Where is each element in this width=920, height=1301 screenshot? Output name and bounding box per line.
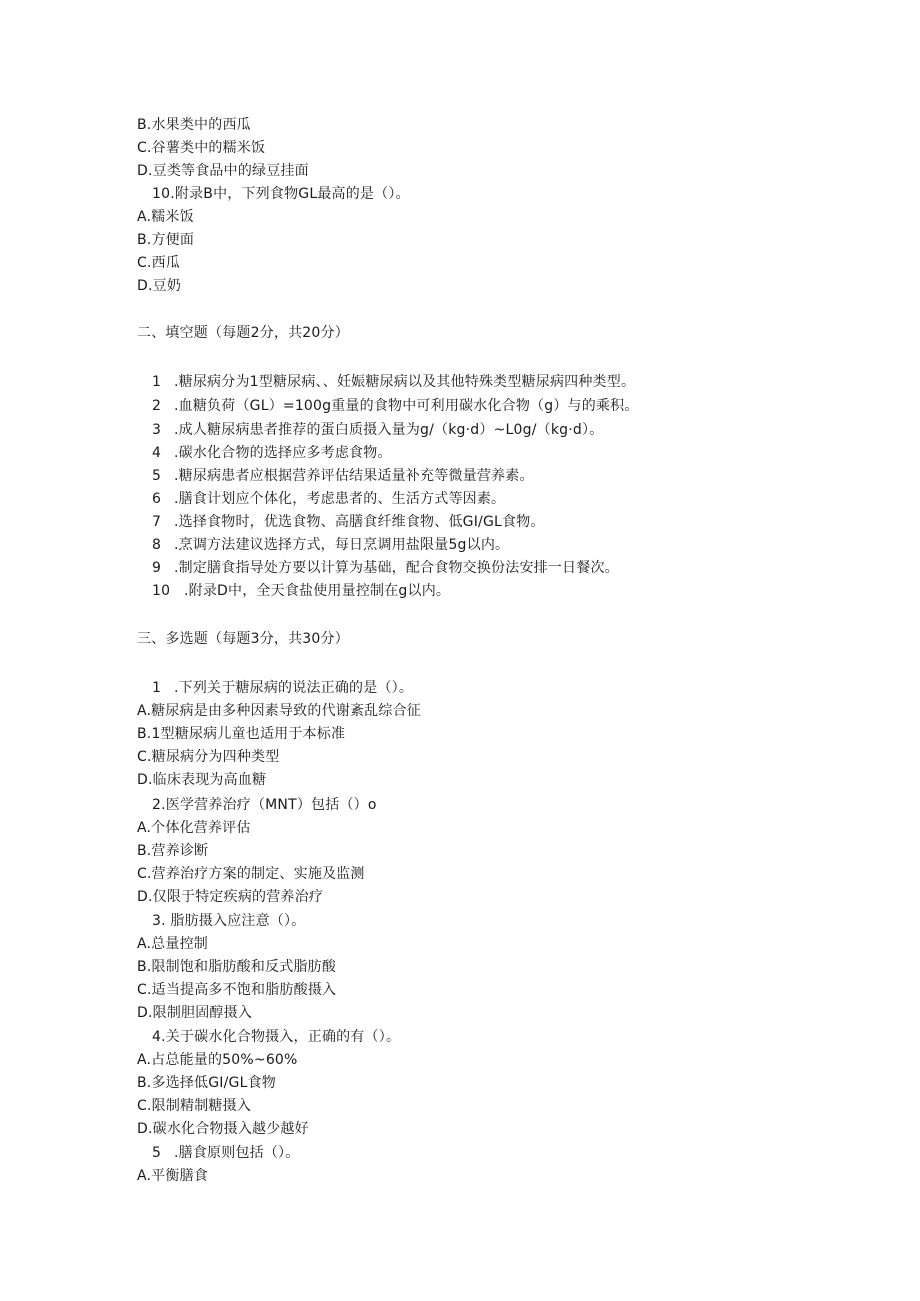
fill-item-number: 8 [152,537,162,553]
mc-q1-option-a: A.糖尿病是由多种因素导致的代谢紊乱综合征 [137,703,421,719]
mc-q2-stem: 2.医学营养治疗（MNT）包括（）o [152,797,377,813]
fill-item-10 [152,581,450,601]
fill-item-6 [152,489,505,509]
q9-option-c: C.谷薯类中的糯米饭 [137,140,266,156]
mc-q5-text: .膳食原则包括（）。 [174,1145,300,1161]
fill-item-1 [152,372,635,392]
q10-option-c: C.西瓜 [137,255,181,271]
mc-q4-option-c: C.限制精制糖摄入 [137,1098,252,1114]
fill-item-4 [152,443,392,463]
fill-item-8 [152,535,509,555]
fill-item-text: .糖尿病患者应根据营养评估结果适量补充等微量营养素。 [174,468,534,484]
q10-stem: 10.附录B中，下列食物GL最高的是（）。 [152,186,410,202]
fill-item-number: 10 [152,583,171,599]
fill-item-text: .碳水化合物的选择应多考虑食物。 [174,445,392,461]
fill-item-text: .成人糖尿病患者推荐的蛋白质摄入量为g/（kg·d）~L0g/（kg·d）。 [174,422,604,438]
fill-item-9 [152,558,619,578]
mc-q3-stem: 3. 脂肪摄入应注意（）。 [152,913,306,929]
fill-item-number: 1 [152,374,162,390]
mc-q2-option-b: B.营养诊断 [137,843,209,859]
mc-q1-option-b: B.1型糖尿病儿童也适用于本标准 [137,726,346,742]
q10-option-b: B.方便面 [137,232,195,248]
fill-item-3 [152,420,603,440]
mc-q2-option-d: D.仅限于特定疾病的营养治疗 [137,889,324,905]
mc-q3-option-c: C.适当提高多不饱和脂肪酸摄入 [137,982,337,998]
q10-option-a: A.糯米饭 [137,209,194,225]
fill-item-5 [152,466,534,486]
mc-q1-text: .下列关于糖尿病的说法正确的是（）。 [174,680,414,696]
mc-q5-stem [152,1143,299,1163]
fill-item-number: 6 [152,491,162,507]
mc-q1-number: 1 [152,680,162,696]
q9-option-d: D.豆类等食品中的绿豆挂面 [137,163,309,179]
mc-q1-stem [152,678,413,698]
mc-q5-option-a: A.平衡膳食 [137,1168,208,1184]
mc-q1-option-c: C.糖尿病分为四种类型 [137,749,280,765]
fill-item-number: 5 [152,468,162,484]
mc-q3-option-b: B.限制饱和脂肪酸和反式脂肪酸 [137,959,337,975]
fill-item-number: 7 [152,514,162,530]
fill-item-text: .血糖负荷（GL）=100g重量的食物中可利用碳水化合物（g）与的乘积。 [174,398,639,414]
q9-option-b: B.水果类中的西瓜 [137,117,251,133]
mc-q4-option-d: D.碳水化合物摄入越少越好 [137,1121,309,1137]
fill-item-text: .膳食计划应个体化，考虑患者的、生活方式等因素。 [174,491,506,507]
section2-heading: 二、填空题（每题2分，共20分） [137,325,349,341]
mc-q2-option-a: A.个体化营养评估 [137,820,251,836]
mc-q5-number: 5 [152,1145,162,1161]
mc-q3-option-a: A.总量控制 [137,936,208,952]
fill-item-text: .制定膳食指导处方要以计算为基础，配合食物交换份法安排一日餐次。 [174,560,619,576]
fill-item-text: .附录D中，全天食盐使用量控制在g以内。 [184,583,451,599]
mc-q4-option-a: A.占总能量的50%~60% [137,1052,298,1068]
fill-item-2 [152,396,639,416]
fill-item-number: 3 [152,422,162,438]
section3-heading: 三、多选题（每题3分，共30分） [137,631,349,647]
fill-item-text: .烹调方法建议选择方式，每日烹调用盐限量5g以内。 [174,537,510,553]
q10-option-d: D.豆奶 [137,278,182,294]
fill-item-number: 2 [152,398,162,414]
mc-q4-stem: 4.关于碳水化合物摄入，正确的有（）。 [152,1029,401,1045]
fill-item-7 [152,512,545,532]
fill-item-text: .糖尿病分为1型糖尿病、、妊娠糖尿病以及其他特殊类型糖尿病四种类型。 [174,374,636,390]
mc-q1-option-d: D.临床表现为高血糖 [137,772,267,788]
mc-q4-option-b: B.多选择低GI/GL食物 [137,1075,276,1091]
fill-item-number: 9 [152,560,162,576]
mc-q3-option-d: D.限制胆固醇摄入 [137,1005,253,1021]
fill-item-text: .选择食物时，优选食物、高膳食纤维食物、低GI/GL食物。 [174,514,545,530]
fill-item-number: 4 [152,445,162,461]
mc-q2-option-c: C.营养治疗方案的制定、实施及监测 [137,866,365,882]
